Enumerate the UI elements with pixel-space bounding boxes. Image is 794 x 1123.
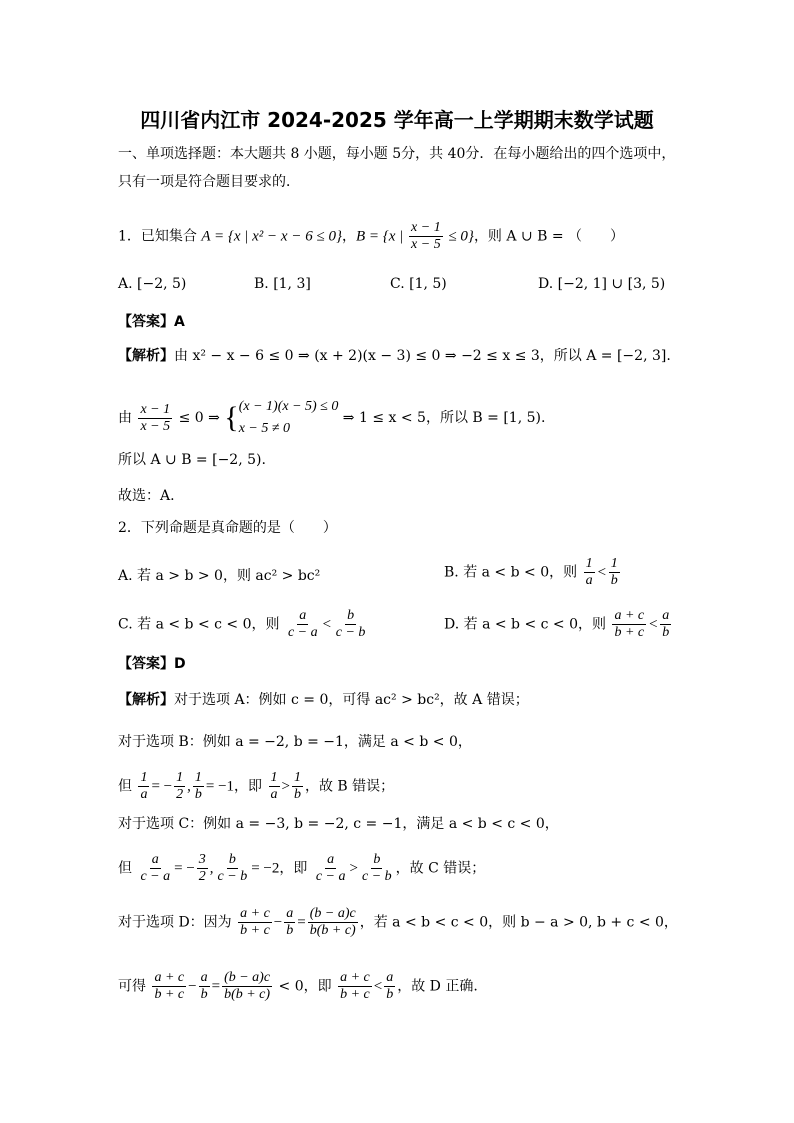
q1-analysis-line3: 所以 A ∪ B = [−2, 5). <box>118 452 266 468</box>
q2-option-d: D. 若 a < b < c < 0，则 $\frac{a + c}{b + c}$ < $\frac{a}{b}$ <box>444 608 670 640</box>
q1-option-b: B. [1, 3] <box>254 276 311 292</box>
q2-analysis-d2: 可得 $\frac{a + c}{b + c}$ − $\frac{a}{b}$ = $\frac{(b - a)c}{b(b + c)}$ < 0，即 $\frac{a + c}{b + c}$ < $\frac{a}{b}$ ，故 D 正确. <box>118 970 478 1002</box>
question-2-stem: 2．下列命题是真命题的是（ ） <box>118 520 337 536</box>
q2-analysis-a: 【解析】对于选项 A：例如 c = 0，可得 ac² > bc²，故 A 错误； <box>118 692 529 708</box>
q2-analysis-b1: 对于选项 B：例如 a = −2, b = −1，满足 a < b < 0， <box>118 734 472 750</box>
q1-option-a: A. [−2, 5) <box>118 276 187 292</box>
q2-analysis-d1: 对于选项 D：因为 $\frac{a + c}{b + c}$ − $\frac{a}{b}$ = $\frac{(b - a)c}{b(b + c)}$ ，若 a < b < c < 0，则 b − a > 0, b + c < 0， <box>118 906 678 938</box>
q1-conclusion: 故选：A. <box>118 488 175 504</box>
q1-analysis-line2: 由 $\frac{x - 1}{x - 5}$ ≤ 0 ⇒ { (x − 1)(x − 5) ≤ 0 x − 5 ≠ 0 ⇒ 1 ≤ x < 5，所以 B = [1, 5). <box>118 399 546 436</box>
q2-analysis-c2: 但 $\frac{a}{c - a}$ = − $\frac{3}{2}$ , $\frac{b}{c - b}$ = −2，即 $\frac{a}{c - a}$ > $\frac{b}{c - b}$ ，故 C 错误； <box>118 852 486 884</box>
question-1-stem: 1．已知集合 A = {x | x² − x − 6 ≤ 0}，B = {x | $\frac{x - 1}{x - 5}$ ≤ 0}，则 A ∪ B = （ ） <box>118 220 625 252</box>
q2-analysis-c1: 对于选项 C：例如 a = −3, b = −2, c = −1，满足 a < b < c < 0， <box>118 816 559 832</box>
q2-option-b: B. 若 a < b < 0，则 $\frac{1}{a}$ < $\frac{1}{b}$ <box>444 556 618 588</box>
section-heading-line2: 只有一项是符合题目要求的． <box>118 174 300 190</box>
q2-answer: 【答案】D <box>118 656 186 672</box>
q2-analysis-b2: 但 $\frac{1}{a}$ = − $\frac{1}{2}$ , $\frac{1}{b}$ = −1，即 $\frac{1}{a}$ > $\frac{1}{b}$ ，故 B 错误； <box>118 770 395 802</box>
q1-analysis-line1: 【解析】由 x² − x − 6 ≤ 0 ⇒ (x + 2)(x − 3) ≤ 0 ⇒ −2 ≤ x ≤ 3，所以 A = [−2, 3]. <box>118 348 671 364</box>
q2-option-a: A. 若 a > b > 0，则 ac² > bc² <box>118 568 321 584</box>
section-heading-line1: 一、单项选择题：本大题共 8 小题，每小题 5分，共 40分．在每小题给出的四个选项中， <box>118 146 676 162</box>
q1-option-c: C. [1, 5) <box>390 276 447 292</box>
q1-answer: 【答案】A <box>118 314 185 330</box>
q1-option-d: D. [−2, 1] ∪ [3, 5) <box>538 276 666 292</box>
q2-option-c: C. 若 a < b < c < 0，则 $\frac{a}{c - a}$ < $\frac{b}{c - b}$ <box>118 608 366 640</box>
page-title: 四川省内江市 2024-2025 学年高一上学期期末数学试题 <box>140 108 654 132</box>
